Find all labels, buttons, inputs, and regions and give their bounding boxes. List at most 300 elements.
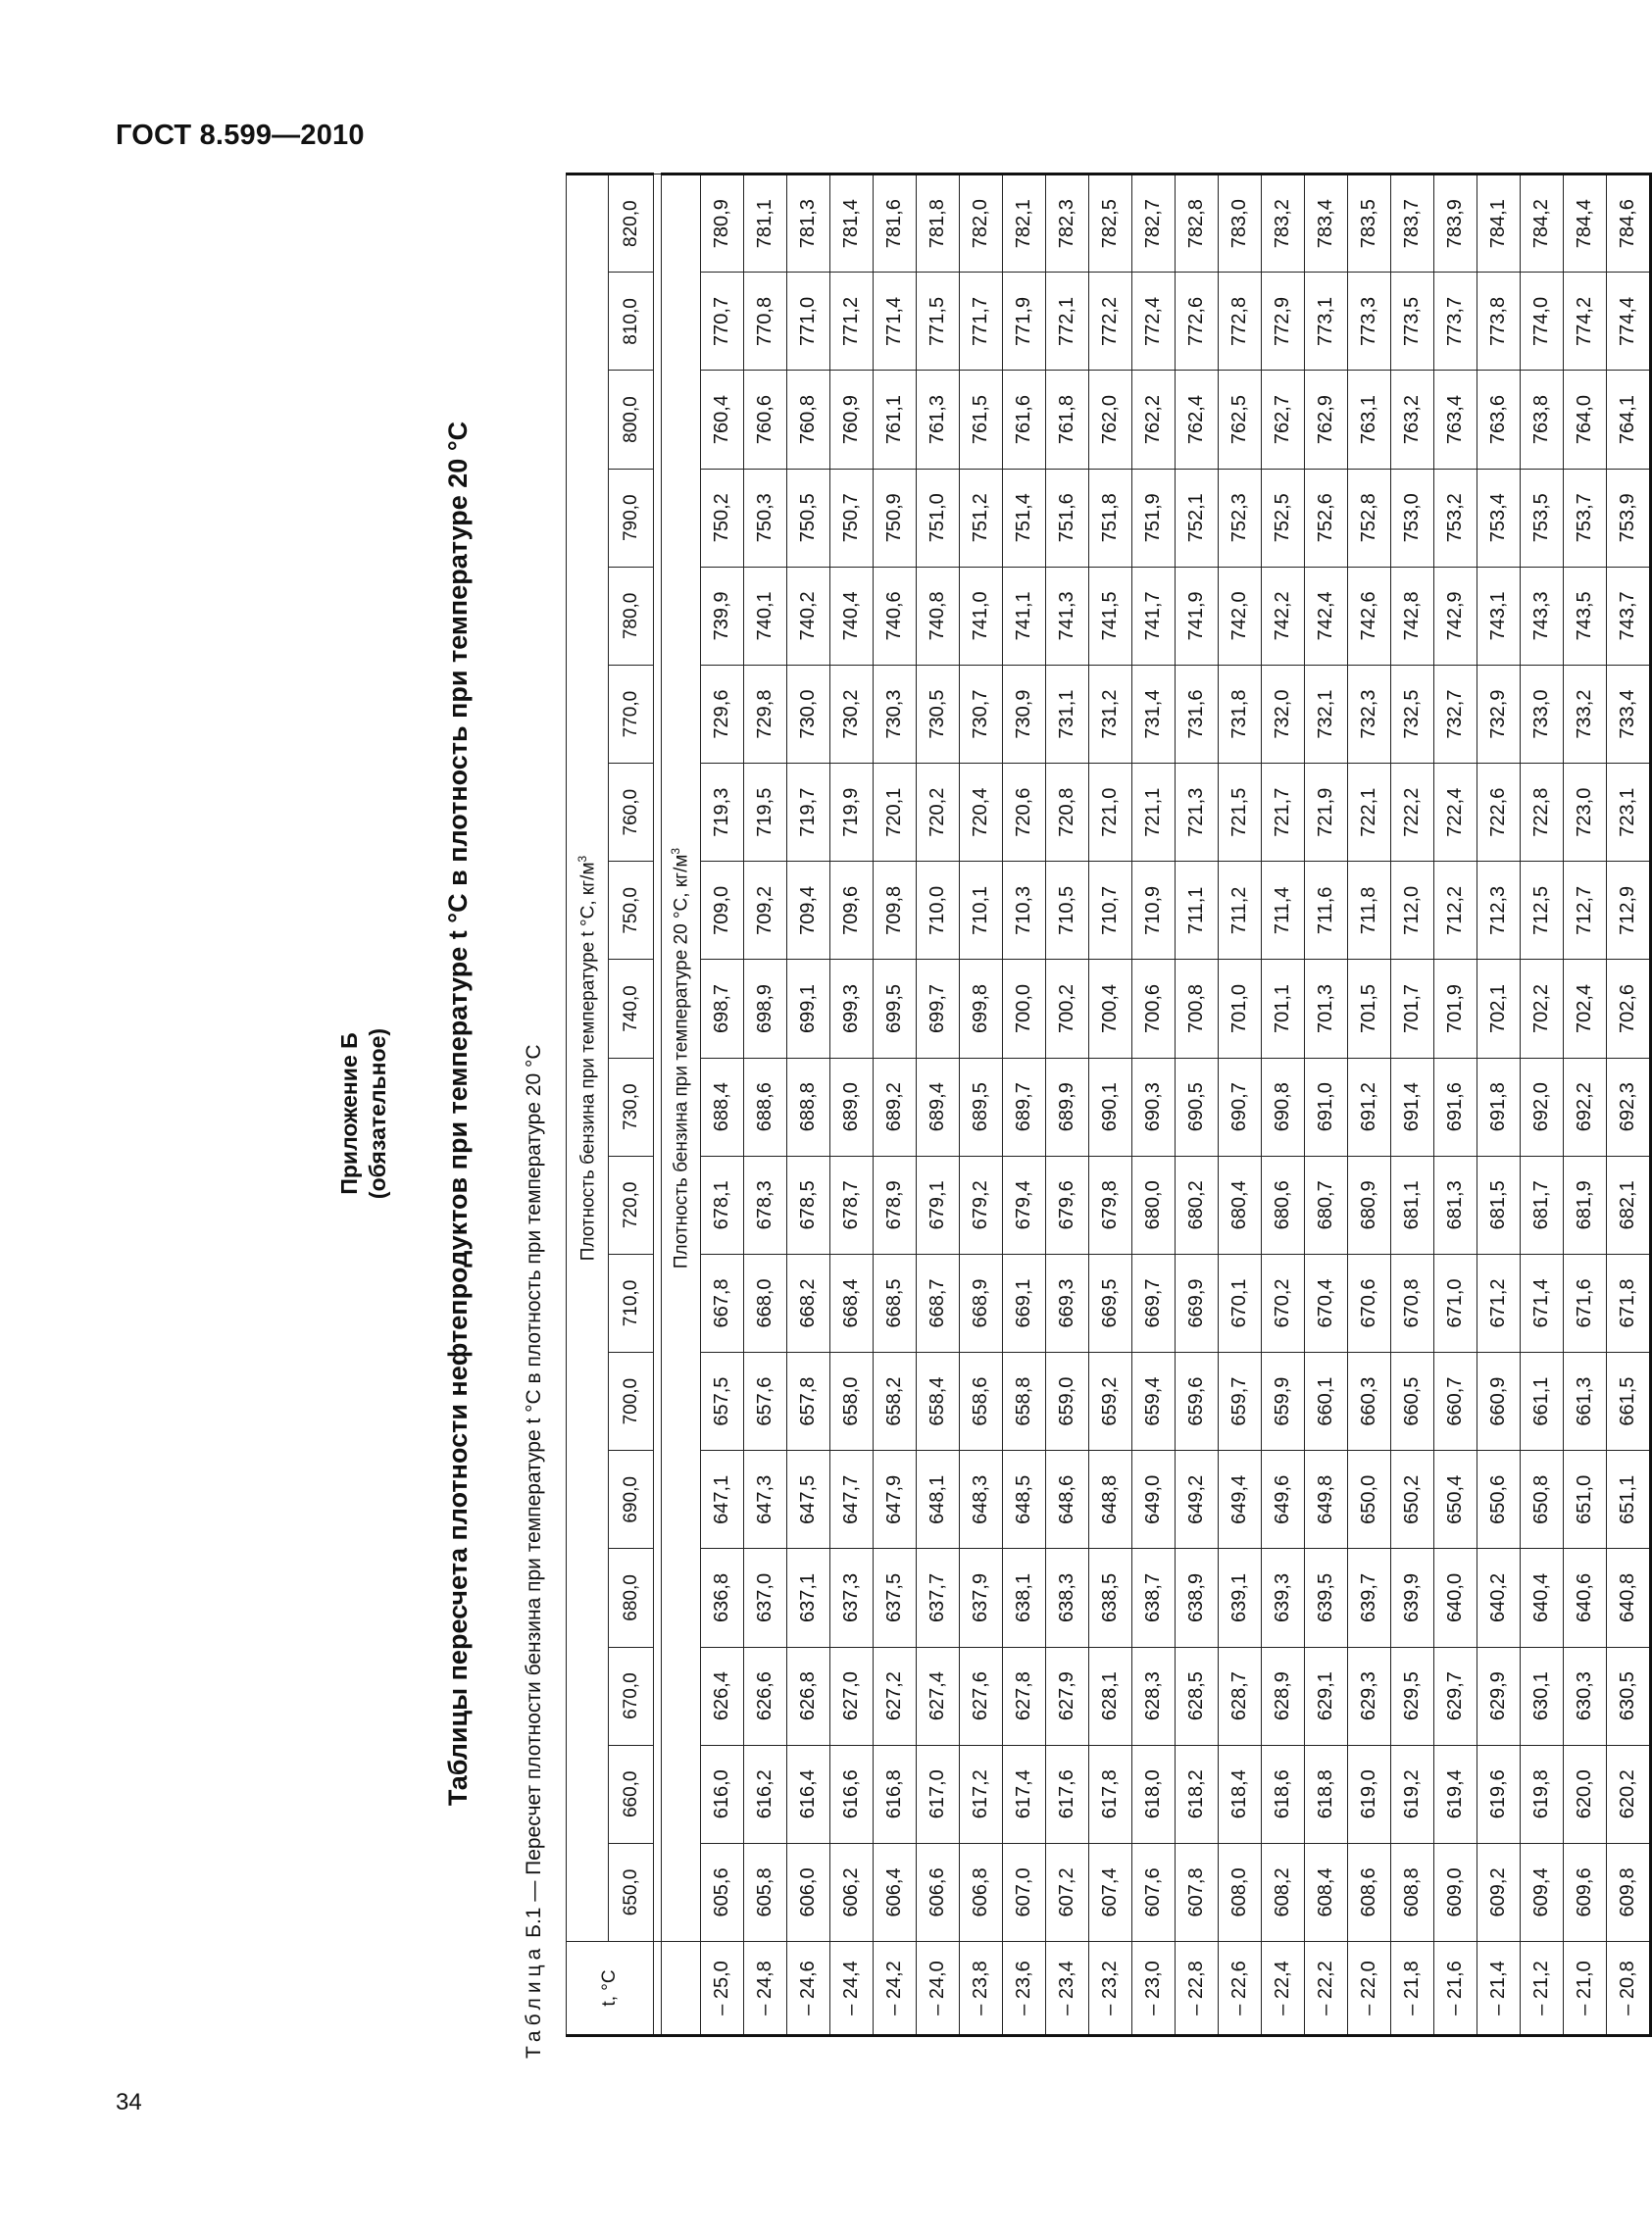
density-cell: 763,8 — [1521, 371, 1564, 469]
table-row — [874, 174, 917, 2036]
density-cell: 701,5 — [1348, 960, 1391, 1058]
density-cell: 722,2 — [1391, 764, 1434, 862]
density-cell: 712,7 — [1564, 862, 1607, 960]
table-row — [1391, 174, 1434, 2036]
density-cell: 700,2 — [1046, 960, 1089, 1058]
density-cell: 722,1 — [1348, 764, 1391, 862]
density-cell: 659,2 — [1089, 1353, 1132, 1451]
density-cell: 699,7 — [917, 960, 960, 1058]
density-cell: 730,3 — [874, 665, 917, 763]
temperature-cell: – 23,0 — [1132, 1942, 1176, 2036]
density-cell: 752,1 — [1176, 469, 1219, 567]
temperature-cell: – 21,0 — [1564, 1942, 1607, 2036]
density-column-header: 730,0 — [609, 1058, 654, 1156]
temperature-cell: – 22,0 — [1348, 1942, 1391, 2036]
density-cell: 650,6 — [1477, 1451, 1521, 1549]
density-column-header: 790,0 — [609, 469, 654, 567]
density-cell: 760,6 — [744, 371, 787, 469]
density-cell: 710,5 — [1046, 862, 1089, 960]
density-cell: 626,8 — [787, 1647, 830, 1745]
density-cell: 649,4 — [1219, 1451, 1262, 1549]
density-cell: 729,8 — [744, 665, 787, 763]
density-cell: 702,2 — [1521, 960, 1564, 1058]
density-cell: 630,5 — [1607, 1647, 1651, 1745]
density-cell: 638,5 — [1089, 1549, 1132, 1647]
density-cell: 770,7 — [701, 273, 744, 371]
table-row — [1262, 174, 1305, 2036]
density-20c-header-unit: 3 — [669, 847, 683, 855]
density-cell: 753,7 — [1564, 469, 1607, 567]
density-cell: 710,0 — [917, 862, 960, 960]
density-cell: 698,7 — [701, 960, 744, 1058]
density-cell: 730,0 — [787, 665, 830, 763]
density-cell: 629,9 — [1477, 1647, 1521, 1745]
density-cell: 690,7 — [1219, 1058, 1262, 1156]
density-cell: 772,1 — [1046, 273, 1089, 371]
density-cell: 773,1 — [1305, 273, 1348, 371]
density-column-header: 700,0 — [609, 1353, 654, 1451]
table-row — [1046, 174, 1089, 2036]
density-cell: 689,5 — [960, 1058, 1003, 1156]
density-cell: 743,7 — [1607, 567, 1651, 665]
density-cell: 763,1 — [1348, 371, 1391, 469]
table-row — [960, 174, 1003, 2036]
density-cell: 650,2 — [1391, 1451, 1434, 1549]
density-cell: 658,4 — [917, 1353, 960, 1451]
density-cell: 619,0 — [1348, 1745, 1391, 1843]
density-cell: 648,6 — [1046, 1451, 1089, 1549]
density-cell: 609,4 — [1521, 1843, 1564, 1941]
density-cell: 650,4 — [1434, 1451, 1477, 1549]
density-cell: 762,4 — [1176, 371, 1219, 469]
section-title: Таблицы пересчета плотности нефтепродуктов при температуре t °С в плотность при температуре 20 °С — [443, 421, 473, 1807]
table-row — [1089, 174, 1132, 2036]
density-cell: 763,6 — [1477, 371, 1521, 469]
density-cell: 669,7 — [1132, 1254, 1176, 1352]
temperature-cell: – 23,8 — [960, 1942, 1003, 2036]
density-cell: 761,3 — [917, 371, 960, 469]
density-cell: 691,4 — [1391, 1058, 1434, 1156]
density-cell: 740,1 — [744, 567, 787, 665]
density-cell: 658,0 — [830, 1353, 874, 1451]
density-cell: 690,3 — [1132, 1058, 1176, 1156]
density-cell: 630,1 — [1521, 1647, 1564, 1745]
density-cell: 607,2 — [1046, 1843, 1089, 1941]
density-cell: 606,8 — [960, 1843, 1003, 1941]
density-cell: 649,0 — [1132, 1451, 1176, 1549]
density-cell: 710,3 — [1003, 862, 1046, 960]
table-caption — [523, 1044, 546, 2059]
density-cell: 671,0 — [1434, 1254, 1477, 1352]
density-cell: 606,6 — [917, 1843, 960, 1941]
density-cell: 607,8 — [1176, 1843, 1219, 1941]
density-cell: 651,1 — [1607, 1451, 1651, 1549]
density-cell: 710,9 — [1132, 862, 1176, 960]
density-cell: 762,0 — [1089, 371, 1132, 469]
density-cell: 617,8 — [1089, 1745, 1132, 1843]
density-cell: 782,8 — [1176, 174, 1219, 273]
temperature-cell: – 21,6 — [1434, 1942, 1477, 2036]
density-cell: 709,4 — [787, 862, 830, 960]
density-cell: 627,9 — [1046, 1647, 1089, 1745]
density-cell: 640,4 — [1521, 1549, 1564, 1647]
density-cell: 658,8 — [1003, 1353, 1046, 1451]
density-cell: 628,9 — [1262, 1647, 1305, 1745]
density-cell: 752,3 — [1219, 469, 1262, 567]
density-cell: 782,1 — [1003, 174, 1046, 273]
density-cell: 762,5 — [1219, 371, 1262, 469]
density-column-header: 710,0 — [609, 1254, 654, 1352]
density-cell: 732,9 — [1477, 665, 1521, 763]
density-cell: 761,1 — [874, 371, 917, 469]
density-cell: 690,8 — [1262, 1058, 1305, 1156]
density-cell: 731,4 — [1132, 665, 1176, 763]
density-cell: 616,0 — [701, 1745, 744, 1843]
density-cell: 605,8 — [744, 1843, 787, 1941]
table-row — [1434, 174, 1477, 2036]
table-row — [1477, 174, 1521, 2036]
density-cell: 670,4 — [1305, 1254, 1348, 1352]
density-cell: 709,6 — [830, 862, 874, 960]
density-cell: 698,9 — [744, 960, 787, 1058]
density-cell: 741,7 — [1132, 567, 1176, 665]
density-cell: 771,2 — [830, 273, 874, 371]
density-cell: 658,2 — [874, 1353, 917, 1451]
table-row — [917, 174, 960, 2036]
temperature-cell: – 24,8 — [744, 1942, 787, 2036]
density-cell: 640,0 — [1434, 1549, 1477, 1647]
density-cell: 711,1 — [1176, 862, 1219, 960]
density-column-header: 650,0 — [609, 1843, 654, 1941]
density-cell: 617,2 — [960, 1745, 1003, 1843]
density-cell: 739,9 — [701, 567, 744, 665]
density-cell: 723,0 — [1564, 764, 1607, 862]
density-cell: 771,4 — [874, 273, 917, 371]
density-cell: 670,1 — [1219, 1254, 1262, 1352]
density-cell: 637,3 — [830, 1549, 874, 1647]
density-cell: 638,1 — [1003, 1549, 1046, 1647]
density-cell: 691,2 — [1348, 1058, 1391, 1156]
density-cell: 741,3 — [1046, 567, 1089, 665]
table-row — [830, 174, 874, 2036]
density-cell: 628,1 — [1089, 1647, 1132, 1745]
density-cell: 681,9 — [1564, 1156, 1607, 1254]
density-cell: 732,0 — [1262, 665, 1305, 763]
density-cell: 692,2 — [1564, 1058, 1607, 1156]
density-cell: 784,2 — [1521, 174, 1564, 273]
density-cell: 616,6 — [830, 1745, 874, 1843]
density-cell: 668,4 — [830, 1254, 874, 1352]
density-cell: 781,6 — [874, 174, 917, 273]
density-cell: 660,9 — [1477, 1353, 1521, 1451]
density-cell: 667,8 — [701, 1254, 744, 1352]
density-cell: 668,9 — [960, 1254, 1003, 1352]
density-cell: 740,6 — [874, 567, 917, 665]
density-cell: 712,0 — [1391, 862, 1434, 960]
density-cell: 743,3 — [1521, 567, 1564, 665]
density-cell: 626,6 — [744, 1647, 787, 1745]
density-cell: 741,1 — [1003, 567, 1046, 665]
density-cell: 742,6 — [1348, 567, 1391, 665]
density-cell: 732,5 — [1391, 665, 1434, 763]
density-cell: 783,9 — [1434, 174, 1477, 273]
density-cell: 606,2 — [830, 1843, 874, 1941]
density-cell: 710,7 — [1089, 862, 1132, 960]
density-cell: 639,7 — [1348, 1549, 1391, 1647]
density-20c-header — [662, 174, 701, 1942]
density-cell: 750,3 — [744, 469, 787, 567]
density-cell: 752,5 — [1262, 469, 1305, 567]
density-cell: 709,2 — [744, 862, 787, 960]
density-cell: 782,3 — [1046, 174, 1089, 273]
density-cell: 702,4 — [1564, 960, 1607, 1058]
table-row — [787, 174, 830, 2036]
density-cell: 720,6 — [1003, 764, 1046, 862]
density-cell: 719,3 — [701, 764, 744, 862]
density-cell: 629,3 — [1348, 1647, 1391, 1745]
density-cell: 680,7 — [1305, 1156, 1348, 1254]
density-cell: 606,4 — [874, 1843, 917, 1941]
density-cell: 712,3 — [1477, 862, 1521, 960]
density-cell: 659,6 — [1176, 1353, 1219, 1451]
density-cell: 764,0 — [1564, 371, 1607, 469]
density-cell: 721,5 — [1219, 764, 1262, 862]
temperature-cell: – 24,0 — [917, 1942, 960, 2036]
page-number: 34 — [116, 2089, 142, 2115]
density-cell: 637,9 — [960, 1549, 1003, 1647]
density-cell: 671,2 — [1477, 1254, 1521, 1352]
density-cell: 637,1 — [787, 1549, 830, 1647]
density-cell: 733,0 — [1521, 665, 1564, 763]
density-cell: 752,6 — [1305, 469, 1348, 567]
density-cell: 751,8 — [1089, 469, 1132, 567]
density-cell: 627,0 — [830, 1647, 874, 1745]
density-cell: 608,8 — [1391, 1843, 1434, 1941]
density-cell: 647,7 — [830, 1451, 874, 1549]
density-cell: 771,7 — [960, 273, 1003, 371]
density-cell: 772,6 — [1176, 273, 1219, 371]
density-cell: 702,6 — [1607, 960, 1651, 1058]
density-cell: 649,8 — [1305, 1451, 1348, 1549]
density-cell: 781,4 — [830, 174, 874, 273]
density-cell: 721,1 — [1132, 764, 1176, 862]
temperature-cell: – 21,4 — [1477, 1942, 1521, 2036]
appendix-title: Приложение Б — [336, 1032, 362, 1195]
density-cell: 699,1 — [787, 960, 830, 1058]
density-cell: 629,5 — [1391, 1647, 1434, 1745]
density-cell: 743,5 — [1564, 567, 1607, 665]
density-cell: 782,7 — [1132, 174, 1176, 273]
density-cell: 668,7 — [917, 1254, 960, 1352]
density-cell: 784,6 — [1607, 174, 1651, 273]
density-cell: 679,8 — [1089, 1156, 1132, 1254]
density-cell: 753,0 — [1391, 469, 1434, 567]
density-cell: 773,5 — [1391, 273, 1434, 371]
density-cell: 688,6 — [744, 1058, 787, 1156]
density-cell: 741,0 — [960, 567, 1003, 665]
density-cell: 772,2 — [1089, 273, 1132, 371]
density-cell: 648,5 — [1003, 1451, 1046, 1549]
density-cell: 719,7 — [787, 764, 830, 862]
appendix-heading — [335, 169, 392, 2059]
density-cell: 721,7 — [1262, 764, 1305, 862]
density-cell: 679,2 — [960, 1156, 1003, 1254]
density-cell: 780,9 — [701, 174, 744, 273]
density-cell: 661,1 — [1521, 1353, 1564, 1451]
density-cell: 681,3 — [1434, 1156, 1477, 1254]
density-cell: 743,1 — [1477, 567, 1521, 665]
density-cell: 637,5 — [874, 1549, 917, 1647]
density-cell: 670,8 — [1391, 1254, 1434, 1352]
density-cell: 679,1 — [917, 1156, 960, 1254]
density-cell: 671,6 — [1564, 1254, 1607, 1352]
density-cell: 784,4 — [1564, 174, 1607, 273]
density-cell: 616,2 — [744, 1745, 787, 1843]
density-cell: 732,3 — [1348, 665, 1391, 763]
density-cell: 753,4 — [1477, 469, 1521, 567]
density-cell: 608,2 — [1262, 1843, 1305, 1941]
density-cell: 619,2 — [1391, 1745, 1434, 1843]
density-cell: 723,1 — [1607, 764, 1651, 862]
table-row — [1564, 174, 1607, 2036]
temperature-cell: – 22,2 — [1305, 1942, 1348, 2036]
density-cell: 689,2 — [874, 1058, 917, 1156]
temperature-cell: – 24,6 — [787, 1942, 830, 2036]
density-cell: 638,9 — [1176, 1549, 1219, 1647]
density-cell: 774,0 — [1521, 273, 1564, 371]
density-cell: 753,9 — [1607, 469, 1651, 567]
density-cell: 691,6 — [1434, 1058, 1477, 1156]
density-cell: 671,4 — [1521, 1254, 1564, 1352]
density-cell: 689,4 — [917, 1058, 960, 1156]
density-cell: 678,7 — [830, 1156, 874, 1254]
density-cell: 660,7 — [1434, 1353, 1477, 1451]
density-cell: 650,8 — [1521, 1451, 1564, 1549]
density-cell: 681,7 — [1521, 1156, 1564, 1254]
density-cell: 628,5 — [1176, 1647, 1219, 1745]
density-cell: 650,0 — [1348, 1451, 1391, 1549]
density-cell: 781,3 — [787, 174, 830, 273]
density-cell: 751,6 — [1046, 469, 1089, 567]
density-cell: 730,5 — [917, 665, 960, 763]
density-cell: 753,5 — [1521, 469, 1564, 567]
density-cell: 773,3 — [1348, 273, 1391, 371]
density-cell: 609,6 — [1564, 1843, 1607, 1941]
density-cell: 669,5 — [1089, 1254, 1132, 1352]
density-cell: 649,2 — [1176, 1451, 1219, 1549]
table-row — [744, 174, 787, 2036]
temperature-cell: – 24,4 — [830, 1942, 874, 2036]
table-row — [1219, 174, 1262, 2036]
density-column-header: 720,0 — [609, 1156, 654, 1254]
density-cell: 709,8 — [874, 862, 917, 960]
density-cell: 742,2 — [1262, 567, 1305, 665]
separator-cell — [654, 174, 662, 1942]
table-row — [1305, 174, 1348, 2036]
density-cell: 617,4 — [1003, 1745, 1046, 1843]
density-cell: 701,0 — [1219, 960, 1262, 1058]
density-cell: 730,7 — [960, 665, 1003, 763]
density-cell: 750,2 — [701, 469, 744, 567]
table-row — [1176, 174, 1219, 2036]
density-cell: 731,1 — [1046, 665, 1089, 763]
density-cell: 661,5 — [1607, 1353, 1651, 1451]
density-cell: 626,4 — [701, 1647, 744, 1745]
density-cell: 648,1 — [917, 1451, 960, 1549]
density-cell: 639,3 — [1262, 1549, 1305, 1647]
separator-cell — [654, 1942, 662, 2036]
density-cell: 771,0 — [787, 273, 830, 371]
density-cell: 657,5 — [701, 1353, 744, 1451]
density-cell: 647,1 — [701, 1451, 744, 1549]
density-cell: 730,9 — [1003, 665, 1046, 763]
density-cell: 700,6 — [1132, 960, 1176, 1058]
density-cell: 681,1 — [1391, 1156, 1434, 1254]
density-cell: 722,8 — [1521, 764, 1564, 862]
density-cell: 628,7 — [1219, 1647, 1262, 1745]
density-cell: 678,5 — [787, 1156, 830, 1254]
density-cell: 761,5 — [960, 371, 1003, 469]
density-cell: 721,0 — [1089, 764, 1132, 862]
density-cell: 731,8 — [1219, 665, 1262, 763]
density-cell: 609,2 — [1477, 1843, 1521, 1941]
density-cell: 629,1 — [1305, 1647, 1348, 1745]
density-cell: 720,8 — [1046, 764, 1089, 862]
density-cell: 679,6 — [1046, 1156, 1089, 1254]
density-cell: 661,3 — [1564, 1353, 1607, 1451]
density-cell: 700,8 — [1176, 960, 1219, 1058]
density-cell: 647,5 — [787, 1451, 830, 1549]
temperature-cell: – 23,6 — [1003, 1942, 1046, 2036]
density-cell: 711,8 — [1348, 862, 1391, 960]
temperature-header: t, °С — [567, 1942, 654, 2036]
table-caption-label: Таблица — [523, 1943, 545, 2059]
temperature-cell: – 23,2 — [1089, 1942, 1132, 2036]
density-column-header: 680,0 — [609, 1549, 654, 1647]
top-density-header-text: Плотность бензина при температуре t °С, кг/м — [577, 862, 599, 1262]
density-cell: 689,0 — [830, 1058, 874, 1156]
table-row — [701, 174, 744, 2036]
density-cell: 774,2 — [1564, 273, 1607, 371]
density-cell: 701,7 — [1391, 960, 1434, 1058]
density-cell: 639,9 — [1391, 1549, 1434, 1647]
density-cell: 702,1 — [1477, 960, 1521, 1058]
density-cell: 742,8 — [1391, 567, 1434, 665]
density-cell: 649,6 — [1262, 1451, 1305, 1549]
table-row — [1348, 174, 1391, 2036]
density-cell: 618,6 — [1262, 1745, 1305, 1843]
density-cell: 618,0 — [1132, 1745, 1176, 1843]
density-cell: 627,4 — [917, 1647, 960, 1745]
density-cell: 608,0 — [1219, 1843, 1262, 1941]
density-cell: 659,4 — [1132, 1353, 1176, 1451]
density-cell: 783,5 — [1348, 174, 1391, 273]
density-cell: 659,7 — [1219, 1353, 1262, 1451]
density-cell: 751,4 — [1003, 469, 1046, 567]
density-cell: 764,1 — [1607, 371, 1651, 469]
density-cell: 783,2 — [1262, 174, 1305, 273]
density-cell: 690,5 — [1176, 1058, 1219, 1156]
density-column-header: 660,0 — [609, 1745, 654, 1843]
density-cell: 668,5 — [874, 1254, 917, 1352]
density-cell: 608,6 — [1348, 1843, 1391, 1941]
density-cell: 689,7 — [1003, 1058, 1046, 1156]
density-20c-header-text: Плотность бензина при температуре 20 °С, кг/м — [671, 854, 692, 1269]
density-cell: 668,0 — [744, 1254, 787, 1352]
density-cell: 680,9 — [1348, 1156, 1391, 1254]
density-cell: 784,1 — [1477, 174, 1521, 273]
density-cell: 618,4 — [1219, 1745, 1262, 1843]
